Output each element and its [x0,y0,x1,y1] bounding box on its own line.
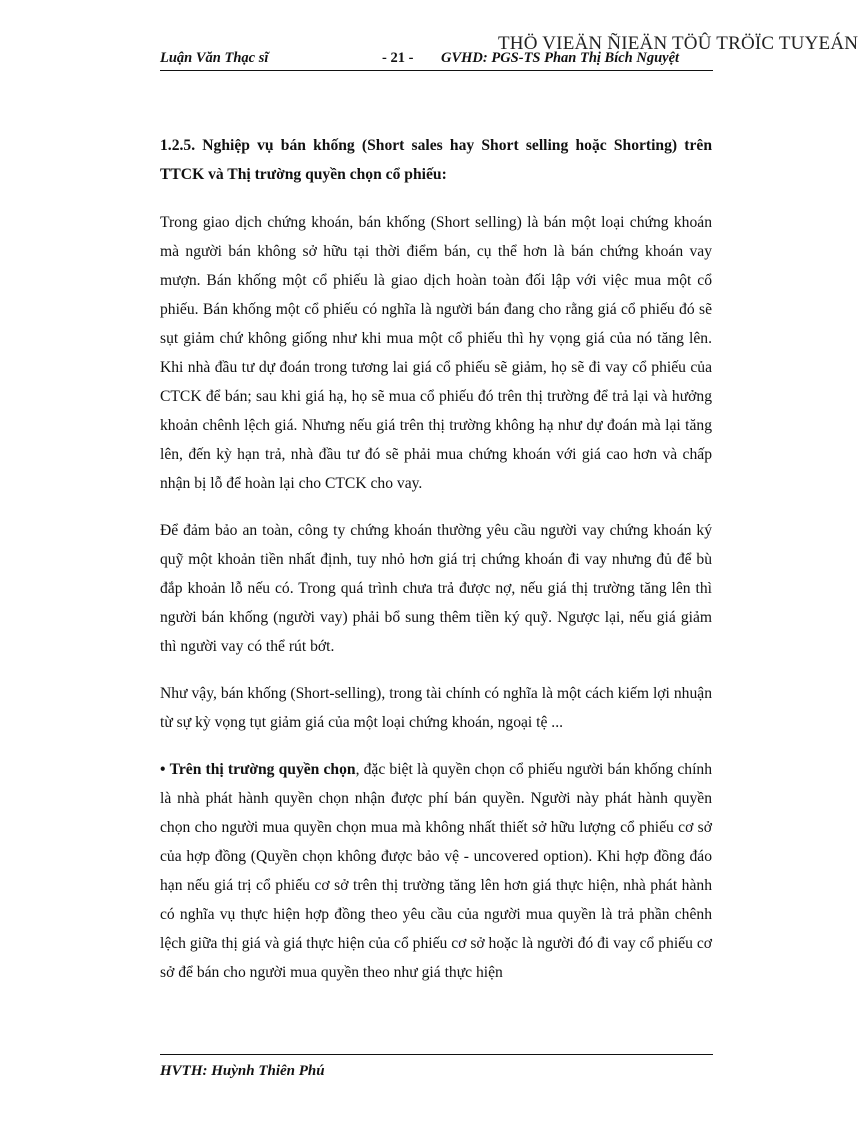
page-footer [160,1054,713,1080]
section-title: 1.2.5. Nghiệp vụ bán khống (Short sales hay Short selling hoặc Shorting) trên TTCK và Thị trường quyền chọn cổ phiếu: [160,137,712,183]
paragraph-summary: Như vậy, bán khống (Short-selling), trong tài chính có nghĩa là một cách kiếm lợi nhuận từ sự kỳ vọng tụt giảm giá của một loại chứng khoán, ngoại tệ ... [160,685,712,731]
paragraph-options-market [160,755,712,987]
bullet-lead: Trên thị trường quyền chọn [169,761,356,778]
header-page-number: - 21 - [382,50,414,66]
bullet-marker: • [160,761,166,778]
paragraph-margin-deposit: Để đảm bảo an toàn, công ty chứng khoán thường yêu cầu người vay chứng khoán ký quỹ một khoản tiền nhất định, tuy nhỏ hơn giá trị chứng khoán đi vay nhưng đủ để bù đắp khoản lỗ nếu có. Trong quá trình chưa trả được nợ, nếu giá thị trường tăng lên thì người bán khống (người vay) phải bổ sung thêm tiền ký quỹ. Ngược lại, nếu giá giảm thì người vay có thể rút bớt. [160,522,712,655]
footer-author: HVTH: Huỳnh Thiên Phú [160,1063,325,1079]
page-header [160,50,713,71]
library-watermark: THÖ VIEÄN ÑIEÄN TÖÛ TRÖÏC TUYEÁN [498,33,858,54]
bullet-text: , đặc biệt là quyền chọn cổ phiếu người bán khống chính là nhà phát hành quyền chọn nhận được phí bán quyền. Người này phát hành quyền chọn cho người mua quyền chọn mua mà không nhất thiết sở hữu lượng cổ phiếu cơ sở của hợp đồng (Quyền chọn không được bảo vệ - uncovered option). Khi hợp đồng đáo hạn nếu giá trị cổ phiếu cơ sở trên thị trường tăng lên hơn giá thực hiện, nhà phát hành có nghĩa vụ thực hiện hợp đồng theo yêu cầu của người mua quyền là trả phần chênh lệch giữa thị giá và giá thực hiện của cổ phiếu cơ sở hoặc là người đó đi vay cổ phiếu cơ sở để bán cho người mua quyền theo như giá thực hiện [160,761,712,981]
document-body [160,131,712,1005]
header-thesis-label: Luận Văn Thạc sĩ [160,50,269,66]
paragraph-short-selling-definition: Trong giao dịch chứng khoán, bán khống (Short selling) là bán một loại chứng khoán mà người bán không sở hữu tại thời điểm bán, cụ thể hơn là bán chứng khoán vay mượn. Bán khống một cổ phiếu là giao dịch hoàn toàn đối lập với việc mua một cổ phiếu. Bán khống một cổ phiếu có nghĩa là người bán đang cho rằng giá cổ phiếu đó sẽ sụt giảm chứ không giống như khi mua một cổ phiếu thì hy vọng giá của nó tăng lên. Khi nhà đầu tư dự đoán trong tương lai giá cổ phiếu sẽ giảm, họ sẽ đi vay cổ phiếu của CTCK để bán; sau khi giá hạ, họ sẽ mua cổ phiếu đó trên thị trường để trả lại và hưởng khoản chênh lệch giá. Nhưng nếu giá trên thị trường không hạ như dự đoán mà lại tăng lên, đến kỳ hạn trả, nhà đầu tư đó sẽ phải mua chứng khoán với giá cao hơn và chấp nhận bị lỗ để hoàn lại cho CTCK cho vay. [160,214,712,492]
header-advisor: GVHD: PGS-TS Phan Thị Bích Nguyệt [441,50,680,66]
